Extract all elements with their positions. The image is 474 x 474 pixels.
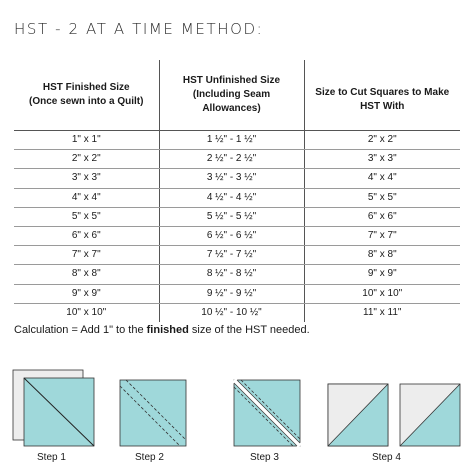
cell-finished-size: 9" x 9" [14,284,159,303]
cell-cut-size: 3" x 3" [304,150,460,169]
cell-unfinished-size: 4 ½" - 4 ½" [159,188,304,207]
cell-cut-size: 2" x 2" [304,131,460,150]
cell-cut-size: 6" x 6" [304,207,460,226]
step-1-label: Step 1 [37,452,66,463]
cell-unfinished-size: 10 ½" - 10 ½" [159,303,304,322]
header-cut-size [304,60,460,131]
step-3-label: Step 3 [250,452,279,463]
table-row [14,207,460,226]
cell-cut-size: 10" x 10" [304,284,460,303]
cell-unfinished-size: 6 ½" - 6 ½" [159,226,304,245]
cell-finished-size: 7" x 7" [14,246,159,265]
header-unfinished-title: HST Unfinished Size [182,75,281,86]
table-row [14,131,460,150]
table-header-row [14,60,460,131]
step-4-illustration [326,382,466,448]
size-table [14,60,460,322]
table-row [14,303,460,322]
cell-unfinished-size: 3 ½" - 3 ½" [159,169,304,188]
cell-unfinished-size: 5 ½" - 5 ½" [159,207,304,226]
cell-cut-size: 7" x 7" [304,226,460,245]
table-row [14,169,460,188]
cell-unfinished-size: 8 ½" - 8 ½" [159,265,304,284]
calculation-suffix: size of the HST needed. [188,324,310,336]
step-1-illustration [10,368,100,448]
header-finished-size [14,60,159,131]
cell-cut-size: 9" x 9" [304,265,460,284]
page-title: HST - 2 AT A TIME METHOD: [14,20,264,38]
step-2-illustration [118,378,190,448]
step-2-label: Step 2 [135,452,164,463]
cell-cut-size: 8" x 8" [304,246,460,265]
table-row [14,188,460,207]
step-2-square [120,380,186,446]
table-body [14,131,460,322]
cell-cut-size: 11" x 11" [304,303,460,322]
cell-cut-size: 5" x 5" [304,188,460,207]
header-unfinished-subtitle: (Including Seam Allowances) [192,89,271,114]
cell-finished-size: 6" x 6" [14,226,159,245]
cell-unfinished-size: 7 ½" - 7 ½" [159,246,304,265]
table-row [14,150,460,169]
cell-finished-size: 10" x 10" [66,306,107,318]
cell-finished-size: 1" x 1" [14,131,159,150]
calculation-note [14,324,310,336]
header-unfinished-size [159,60,304,131]
table-row [14,265,460,284]
steps-diagram [0,360,474,474]
cell-finished-size: 8" x 8" [14,265,159,284]
header-cut-title-line1: Size to Cut Squares to Make [315,87,450,98]
calculation-emphasis: finished [146,324,189,336]
cell-finished-size: 5" x 5" [14,207,159,226]
cell-unfinished-size: 1 ½" - 1 ½" [159,131,304,150]
header-finished-subtitle: (Once sewn into a Quilt) [29,96,144,107]
step-4-label: Step 4 [372,452,401,463]
header-finished-title: HST Finished Size [42,82,130,93]
hst-size-table [14,60,460,322]
step-3-illustration [232,378,304,448]
cell-finished-size: 2" x 2" [14,150,159,169]
calculation-prefix: Calculation = Add 1" to the [14,324,147,336]
table-row [14,246,460,265]
cell-unfinished-size: 2 ½" - 2 ½" [159,150,304,169]
table-row [14,284,460,303]
cell-cut-size: 4" x 4" [304,169,460,188]
cell-unfinished-size: 9 ½" - 9 ½" [159,284,304,303]
table-row [14,226,460,245]
cell-finished-size: 3" x 3" [14,169,159,188]
header-cut-title-line2: HST With [360,101,405,112]
cell-finished-size: 4" x 4" [14,188,159,207]
